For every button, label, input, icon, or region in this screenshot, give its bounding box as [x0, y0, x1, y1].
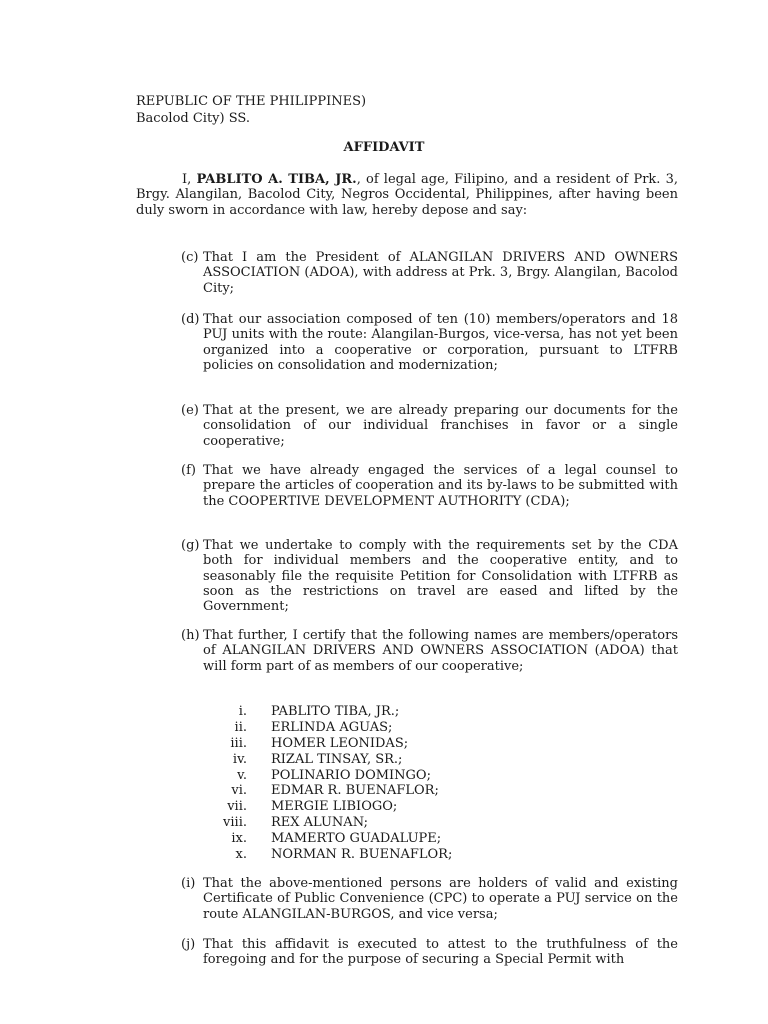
clause-g: [181, 538, 678, 614]
document-title: AFFIDAVIT: [343, 140, 425, 155]
member-list: [200, 704, 600, 863]
clause-h: [181, 628, 678, 674]
clause-label: (d): [181, 312, 200, 327]
member-name: ERLINDA AGUAS;: [271, 719, 393, 735]
intro-prefix: I,: [182, 172, 197, 187]
clause-label: (i): [181, 876, 196, 891]
member-name: NORMAN R. BUENAFLOR;: [271, 847, 453, 863]
list-numeral: vi.: [231, 783, 247, 799]
member-name: HOMER LEONIDAS;: [271, 735, 409, 751]
clause-text: That I am the President of ALANGILAN DRIVERS AND OWNERS ASSOCIATION (ADOA), with address at Prk. 3, Brgy. Alangilan, Bacolod City;: [203, 250, 678, 296]
member-name: REX ALUNAN;: [271, 815, 368, 831]
clause-text: That this affidavit is executed to attest to the truthfulness of the foregoing and for the purpose of securing a Special Permit with: [203, 937, 678, 968]
list-numeral: viii.: [223, 815, 247, 831]
venue-header: [136, 94, 616, 128]
clause-d: [181, 312, 678, 373]
clause-label: (f): [181, 463, 196, 478]
clause-label: (g): [181, 538, 200, 553]
clause-e: [181, 403, 678, 449]
clause-f: [181, 463, 678, 509]
header-line-city: Bacolod City) SS.: [136, 111, 250, 126]
clause-text: That we have already engaged the services of a legal counsel to prepare the articles of cooperation and its by-laws to be submitted with the COOPERTIVE DEVELOPMENT AUTHORITY (CDA);: [203, 463, 678, 509]
list-item: [200, 704, 600, 720]
clause-text: That at the present, we are already preparing our documents for the consolidation of our individual franchises in favor or a single cooperative;: [203, 403, 678, 449]
member-name: EDMAR R. BUENAFLOR;: [271, 783, 439, 799]
member-name: PABLITO TIBA, JR.;: [271, 704, 400, 719]
list-item: [200, 768, 600, 784]
list-numeral: x.: [235, 847, 247, 863]
clause-label: (e): [181, 403, 199, 418]
list-item: [200, 783, 600, 799]
list-item: [200, 847, 600, 863]
list-numeral: iv.: [232, 751, 247, 767]
clause-i: [181, 876, 678, 922]
list-item: [200, 815, 600, 831]
member-name: MAMERTO GUADALUPE;: [271, 831, 442, 847]
clause-text: That our association composed of ten (10) members/operators and 18 PUJ units with the route: Alangilan-Burgos, vice-versa, has not yet been organized into a cooperative or corporation, pursuant to LTFRB policies on consolidation and modernization;: [203, 312, 678, 373]
list-numeral: iii.: [230, 735, 247, 751]
clause-label: (c): [181, 250, 199, 265]
list-numeral: i.: [238, 704, 247, 719]
list-numeral: ii.: [234, 719, 247, 735]
clause-j: [181, 937, 678, 968]
list-item: [200, 736, 600, 752]
list-item: [200, 752, 600, 768]
list-numeral: ix.: [231, 831, 247, 847]
list-item: [200, 831, 600, 847]
clause-label: (h): [181, 628, 200, 643]
header-line-republic: REPUBLIC OF THE PHILIPPINES): [136, 94, 367, 109]
list-item: [200, 799, 600, 815]
clause-text: That we undertake to comply with the requirements set by the CDA both for individual members and the cooperative entity, and to seasonably file the requisite Petition for Consolidation with LTFRB as soon as the restrictions on travel are eased and lifted by the Government;: [203, 538, 678, 615]
list-item: [200, 720, 600, 736]
clause-c: [181, 250, 678, 296]
intro-rest: , of legal age, Filipino, and a resident of Prk. 3, Brgy. Alangilan, Bacolod City, Negros Occidental, Philippines, after having been duly sworn in accordance with law, hereby depose and say:: [136, 172, 678, 218]
clause-label: (j): [181, 937, 196, 952]
member-name: MERGIE LIBIOGO;: [271, 799, 398, 815]
member-name: POLINARIO DOMINGO;: [271, 767, 431, 783]
clause-text: That the above-mentioned persons are holders of valid and existing Certificate of Public Convenience (CPC) to operate a PUJ service on the route ALANGILAN-BURGOS, and vice versa;: [203, 876, 678, 922]
list-numeral: v.: [237, 767, 247, 783]
member-name: RIZAL TINSAY, SR.;: [271, 751, 403, 767]
intro-paragraph: [136, 172, 678, 218]
affiant-name: PABLITO A. TIBA, JR.: [196, 172, 357, 187]
list-numeral: vii.: [227, 799, 247, 815]
clause-text: That further, I certify that the following names are members/operators of ALANGILAN DRIVERS AND OWNERS ASSOCIATION (ADOA) that will form part of as members of our cooperative;: [203, 628, 678, 674]
